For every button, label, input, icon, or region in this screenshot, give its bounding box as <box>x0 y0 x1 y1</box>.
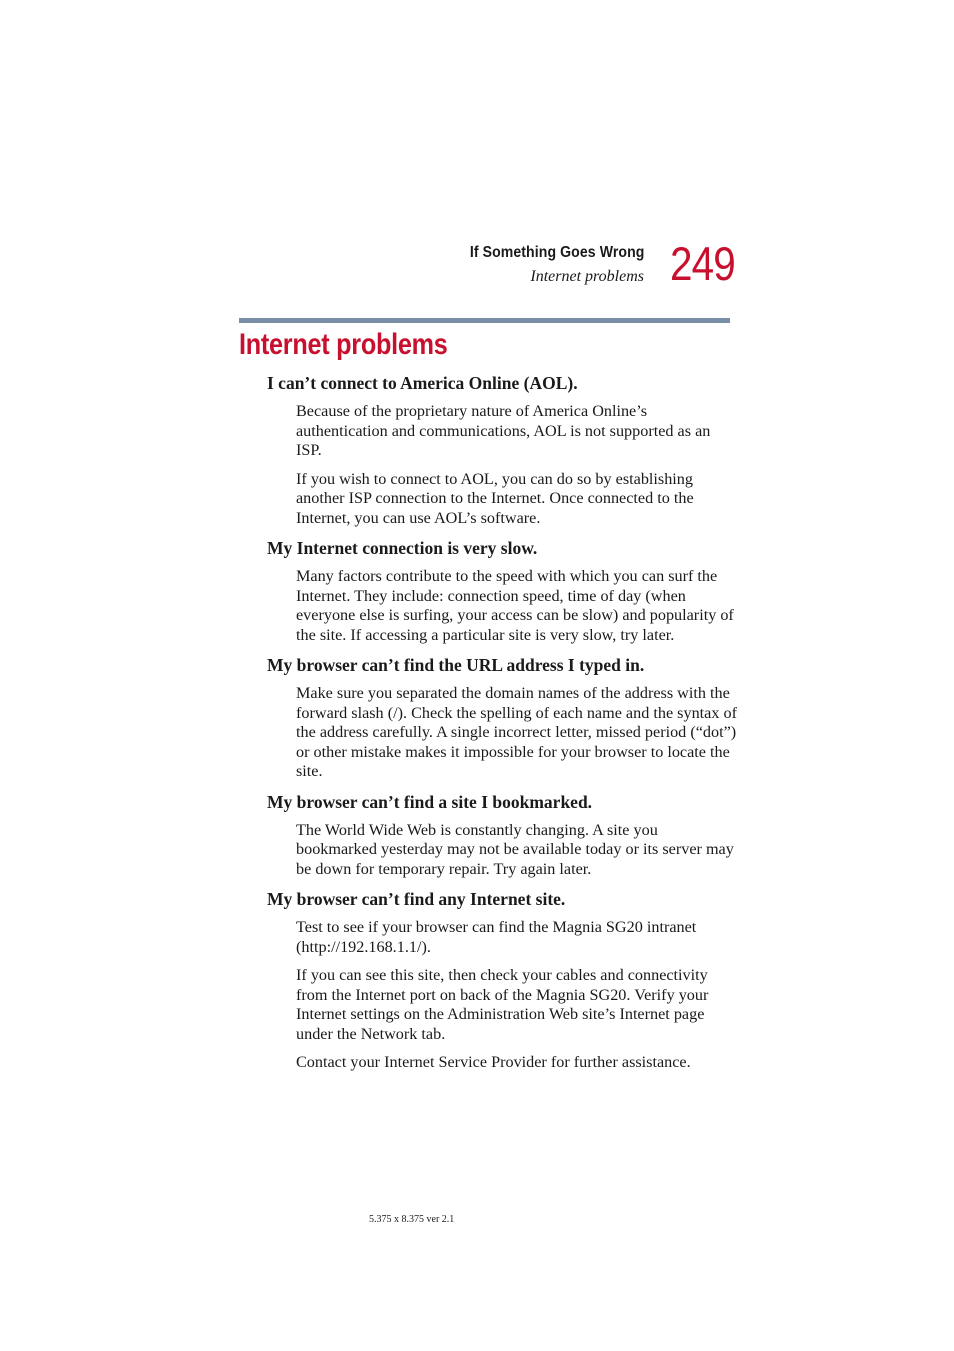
answer-paragraph: Contact your Internet Service Provider for further assistance. <box>296 1053 691 1071</box>
answer <box>296 821 737 880</box>
qa-item <box>267 372 737 528</box>
answer-paragraph: Make sure you separated the domain names of the address with the forward slash (/). Check the spelling of each name and the syntax of the address carefully. A single incorrect letter, missed period (“dot”) or other mistake makes it impossible for your browser to locate the site. <box>296 684 737 780</box>
section-heading: Internet problems <box>239 328 448 361</box>
answer-paragraph: The World Wide Web is constantly changing. A site you bookmarked yesterday may not be available today or its server may be down for temporary repair. Try again later. <box>296 820 734 878</box>
question-heading: My Internet connection is very slow. <box>267 538 538 558</box>
question-heading: My browser can’t find the URL address I typed in. <box>267 655 645 675</box>
answer <box>296 684 737 782</box>
question-heading: I can’t connect to America Online (AOL). <box>267 373 578 393</box>
footer-version: 5.375 x 8.375 ver 2.1 <box>369 1214 455 1225</box>
answer-paragraph: If you can see this site, then check your cables and connectivity from the Internet port on back of the Magnia SG20. Verify your Internet settings on the Administration Web site’s Internet page under the Network tab. <box>296 966 709 1043</box>
header-rule <box>239 318 730 323</box>
section-content <box>267 372 737 1082</box>
qa-item <box>267 654 737 782</box>
answer-paragraph: Test to see if your browser can find the Magnia SG20 intranet (http://192.168.1.1/). <box>296 918 697 956</box>
answer <box>296 918 737 1073</box>
chapter-title: If Something Goes Wrong <box>469 244 644 261</box>
answer-paragraph: Many factors contribute to the speed with which you can surf the Internet. They include: connection speed, time of day (when everyone else is surfing, your access can be slow) and popularity of the site. If accessing a particular site is very slow, try later. <box>296 567 734 644</box>
answer-paragraph: If you wish to connect to AOL, you can do so by establishing another ISP connection to the Internet. Once connected to the Internet, you can use AOL’s software. <box>296 469 694 527</box>
answer-paragraph: Because of the proprietary nature of America Online’s authentication and communications, AOL is not supported as an ISP. <box>296 402 711 459</box>
running-head <box>446 242 644 290</box>
qa-item <box>267 537 737 645</box>
question-heading: My browser can’t find any Internet site. <box>267 889 566 909</box>
qa-item <box>267 888 737 1073</box>
page-number: 249 <box>670 237 735 290</box>
answer <box>296 402 737 528</box>
question-heading: My browser can’t find a site I bookmarked. <box>267 791 593 812</box>
section-subtitle: Internet problems <box>530 268 644 285</box>
qa-item <box>267 791 737 880</box>
answer <box>296 567 737 645</box>
